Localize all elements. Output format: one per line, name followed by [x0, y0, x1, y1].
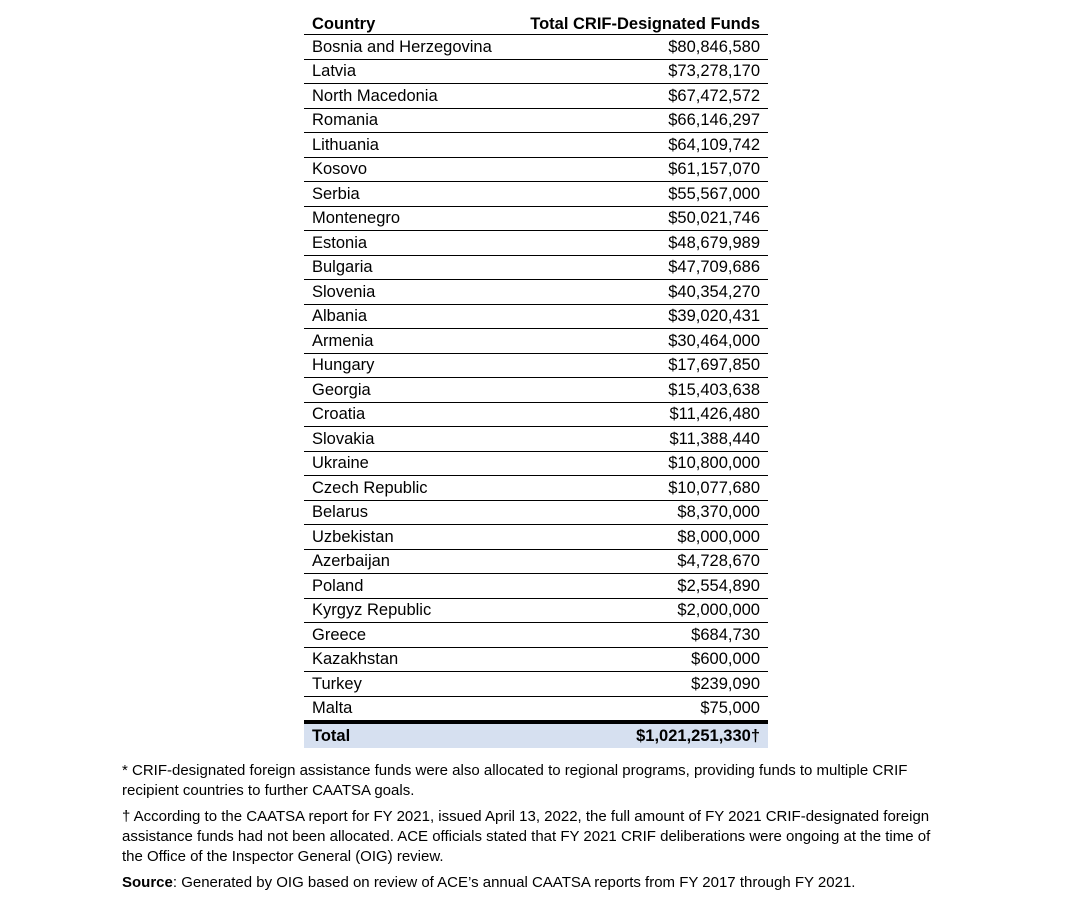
country-cell: Lithuania: [304, 133, 510, 158]
funds-cell: $73,278,170: [510, 59, 768, 84]
funds-cell: $50,021,746: [510, 206, 768, 231]
crif-funds-table-container: [304, 12, 768, 748]
table-row: [304, 329, 768, 354]
country-cell: Ukraine: [304, 451, 510, 476]
table-row: [304, 427, 768, 452]
table-row: [304, 182, 768, 207]
table-row: [304, 255, 768, 280]
table-row: [304, 402, 768, 427]
funds-cell: $10,800,000: [510, 451, 768, 476]
country-cell: North Macedonia: [304, 84, 510, 109]
table-row: [304, 84, 768, 109]
total-label: Total: [304, 722, 510, 748]
funds-cell: $40,354,270: [510, 280, 768, 305]
funds-cell: $17,697,850: [510, 353, 768, 378]
country-cell: Turkey: [304, 672, 510, 697]
footnote-asterisk: * CRIF-designated foreign assistance funds were also allocated to regional programs, providing funds to multiple CRIF recipient countries to further CAATSA goals.: [122, 762, 908, 799]
table-row: [304, 353, 768, 378]
table-row: [304, 598, 768, 623]
country-cell: Armenia: [304, 329, 510, 354]
table-row: [304, 696, 768, 722]
table-row: [304, 672, 768, 697]
table-row: [304, 647, 768, 672]
funds-cell: $8,000,000: [510, 525, 768, 550]
funds-cell: $75,000: [510, 696, 768, 722]
funds-cell: $39,020,431: [510, 304, 768, 329]
country-cell: Greece: [304, 623, 510, 648]
funds-cell: $48,679,989: [510, 231, 768, 256]
table-row: [304, 500, 768, 525]
total-value: $1,021,251,330†: [510, 722, 768, 748]
funds-cell: $8,370,000: [510, 500, 768, 525]
funds-cell: $64,109,742: [510, 133, 768, 158]
table-row: [304, 525, 768, 550]
table-row: [304, 133, 768, 158]
country-cell: Slovakia: [304, 427, 510, 452]
country-cell: Albania: [304, 304, 510, 329]
funds-cell: $55,567,000: [510, 182, 768, 207]
country-cell: Georgia: [304, 378, 510, 403]
source-text: : Generated by OIG based on review of ACE’s annual CAATSA reports from FY 2017 through FY 2021.: [172, 874, 856, 891]
funds-cell: $10,077,680: [510, 476, 768, 501]
funds-cell: $15,403,638: [510, 378, 768, 403]
table-header-row: [304, 12, 768, 35]
header-funds: Total CRIF-Designated Funds: [510, 12, 768, 35]
table-row: [304, 451, 768, 476]
country-cell: Bosnia and Herzegovina: [304, 35, 510, 60]
country-cell: Latvia: [304, 59, 510, 84]
country-cell: Kyrgyz Republic: [304, 598, 510, 623]
funds-cell: $11,388,440: [510, 427, 768, 452]
country-cell: Bulgaria: [304, 255, 510, 280]
table-notes: [122, 761, 952, 899]
funds-cell: $239,090: [510, 672, 768, 697]
footnote-dagger: † According to the CAATSA report for FY 2021, issued April 13, 2022, the full amount of FY 2021 CRIF-designated foreign assistance funds had not been allocated. ACE officials stated that FY 2021 CRIF deliberations were ongoing at the time of the Office of the Inspector General (OIG) review.: [122, 808, 931, 865]
country-cell: Croatia: [304, 402, 510, 427]
table-row: [304, 378, 768, 403]
table-row: [304, 231, 768, 256]
funds-cell: $61,157,070: [510, 157, 768, 182]
funds-cell: $2,554,890: [510, 574, 768, 599]
funds-cell: $2,000,000: [510, 598, 768, 623]
table-row: [304, 108, 768, 133]
country-cell: Belarus: [304, 500, 510, 525]
table-row: [304, 304, 768, 329]
funds-cell: $4,728,670: [510, 549, 768, 574]
source-note: [122, 873, 952, 893]
table-row: [304, 280, 768, 305]
total-row: [304, 722, 768, 748]
table-row: [304, 476, 768, 501]
table-row: [304, 574, 768, 599]
country-cell: Montenegro: [304, 206, 510, 231]
table-body: [304, 35, 768, 723]
crif-funds-table: [304, 12, 768, 748]
table-row: [304, 157, 768, 182]
country-cell: Hungary: [304, 353, 510, 378]
table-row: [304, 206, 768, 231]
country-cell: Uzbekistan: [304, 525, 510, 550]
country-cell: Estonia: [304, 231, 510, 256]
country-cell: Poland: [304, 574, 510, 599]
table-row: [304, 59, 768, 84]
funds-cell: $684,730: [510, 623, 768, 648]
country-cell: Kosovo: [304, 157, 510, 182]
country-cell: Azerbaijan: [304, 549, 510, 574]
country-cell: Slovenia: [304, 280, 510, 305]
funds-cell: $30,464,000: [510, 329, 768, 354]
funds-cell: $11,426,480: [510, 402, 768, 427]
funds-cell: $80,846,580: [510, 35, 768, 60]
table-row: [304, 35, 768, 60]
country-cell: Romania: [304, 108, 510, 133]
funds-cell: $600,000: [510, 647, 768, 672]
table-row: [304, 623, 768, 648]
source-label: Source: [122, 874, 173, 891]
country-cell: Kazakhstan: [304, 647, 510, 672]
funds-cell: $67,472,572: [510, 84, 768, 109]
header-country: Country: [304, 12, 510, 35]
country-cell: Malta: [304, 696, 510, 722]
funds-cell: $66,146,297: [510, 108, 768, 133]
country-cell: Serbia: [304, 182, 510, 207]
funds-cell: $47,709,686: [510, 255, 768, 280]
table-row: [304, 549, 768, 574]
country-cell: Czech Republic: [304, 476, 510, 501]
